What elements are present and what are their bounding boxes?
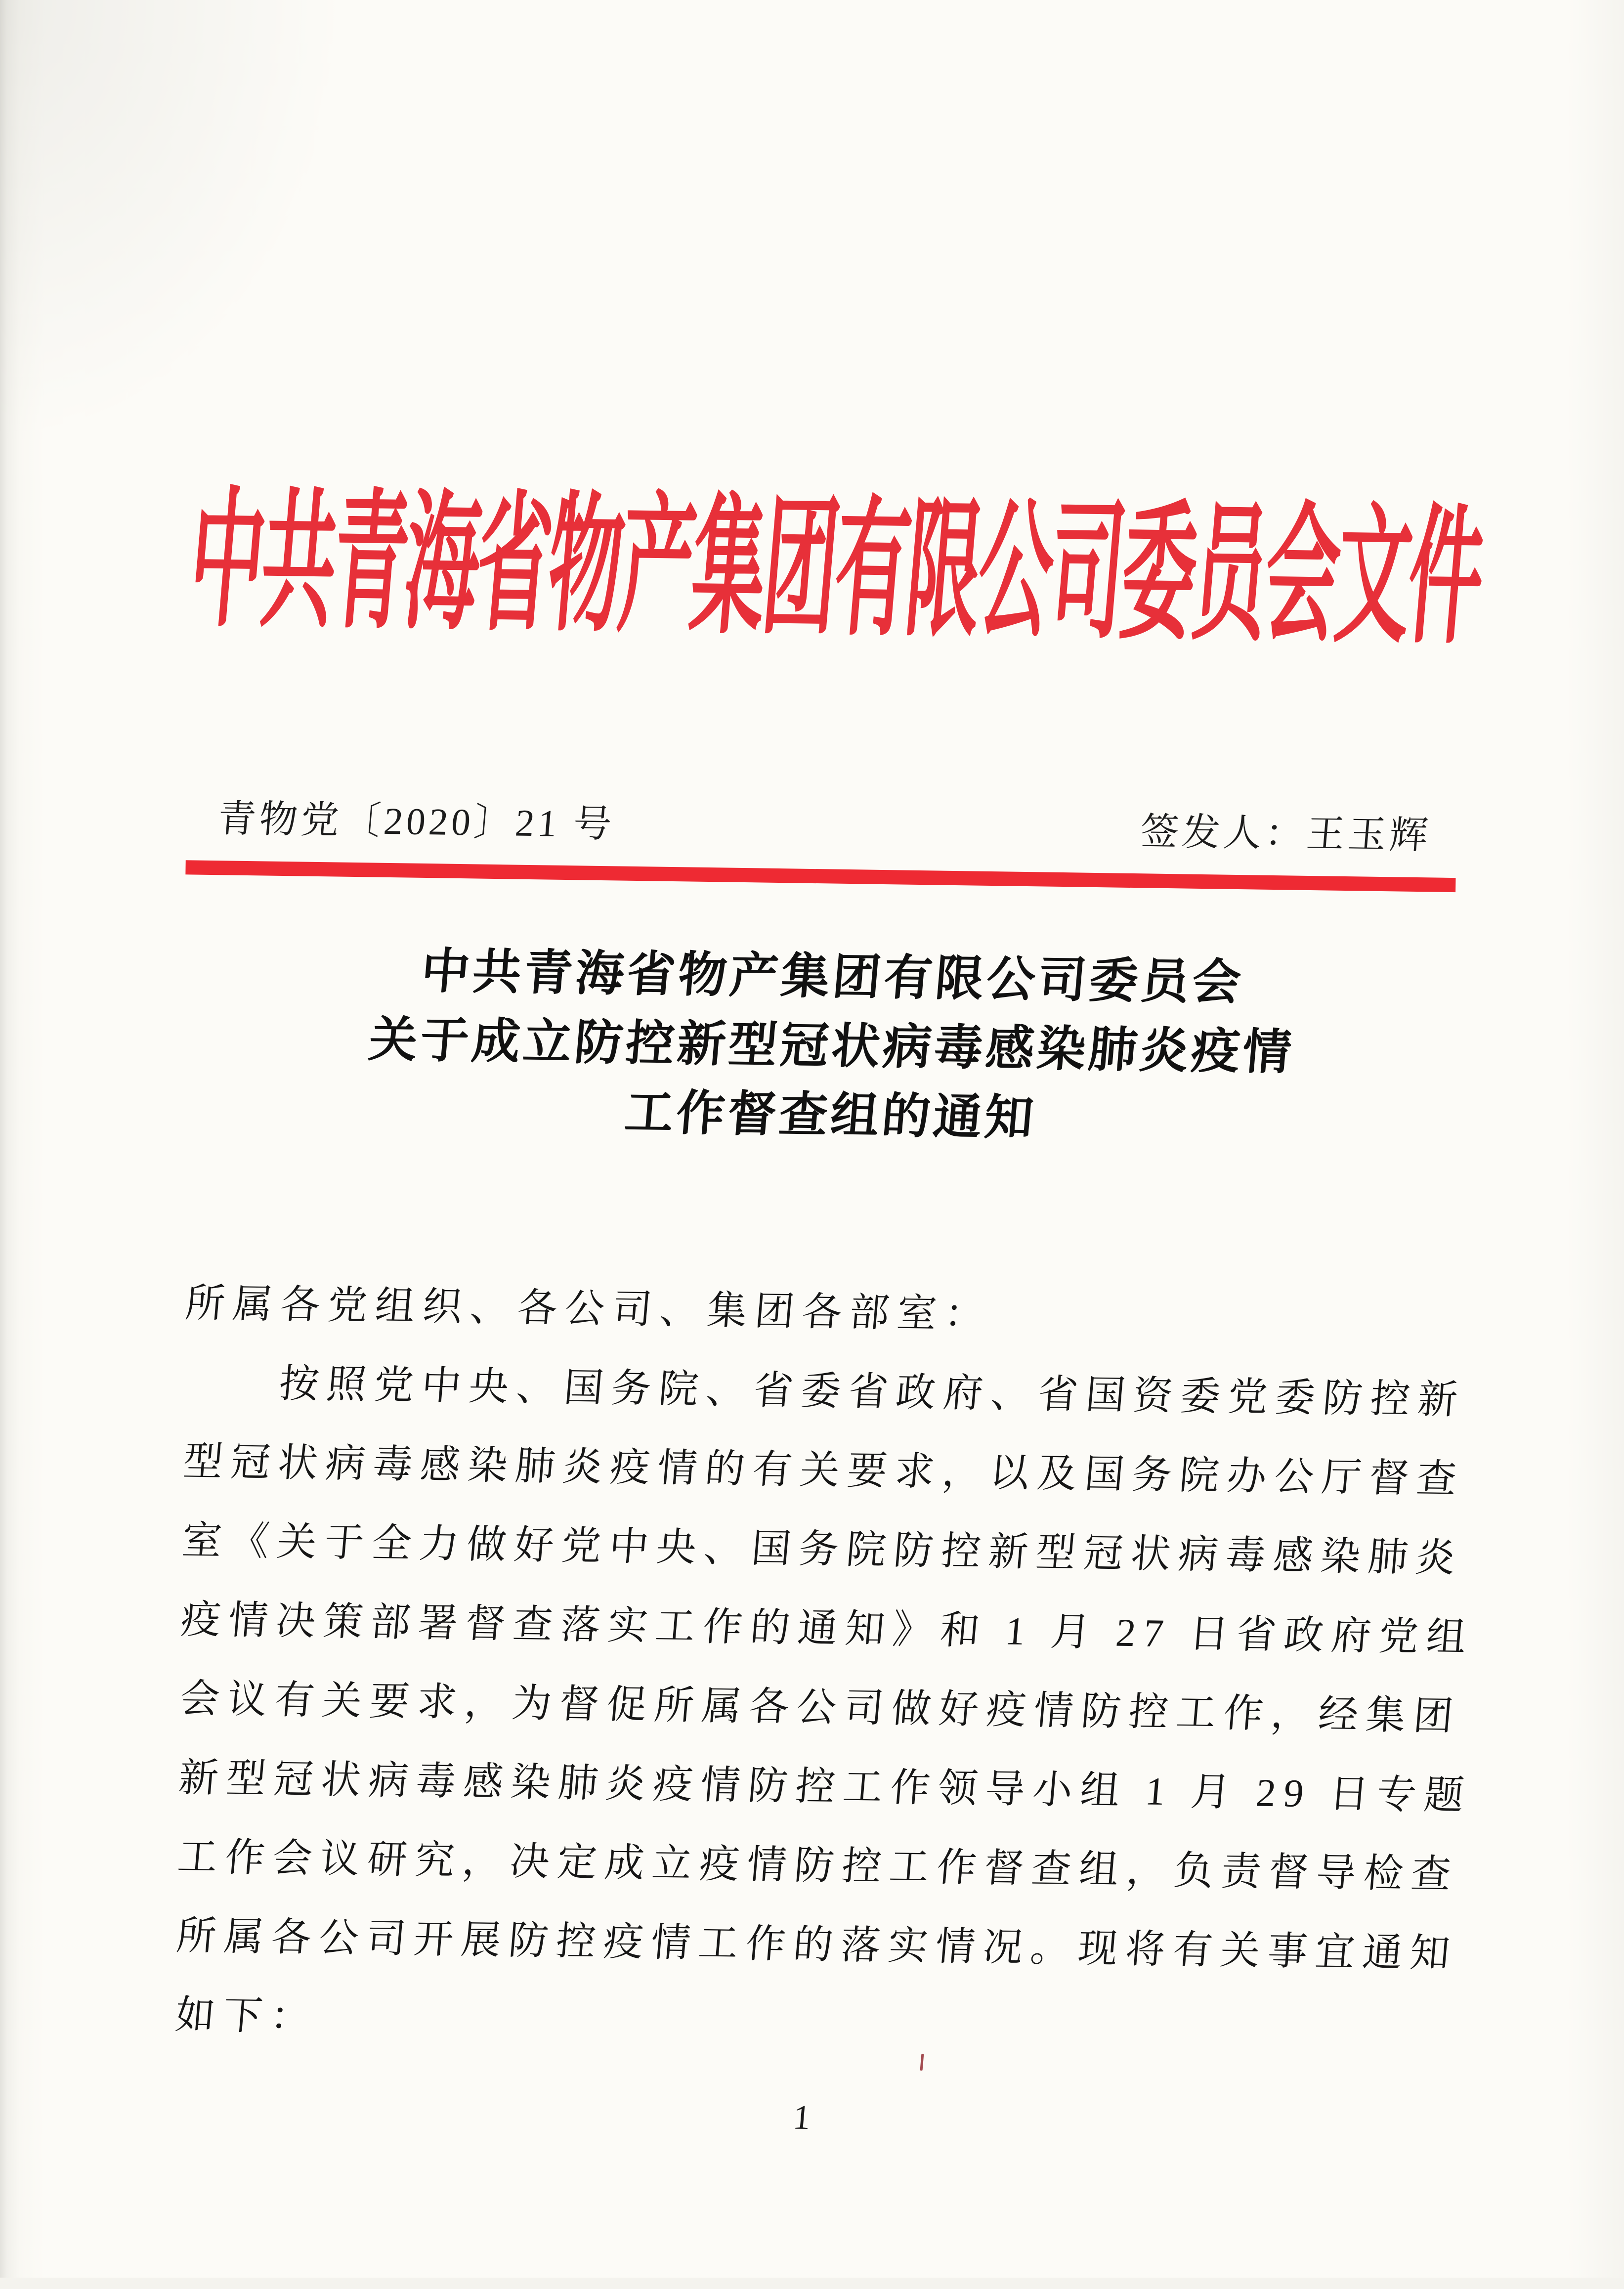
document-title-line: 工作督查组的通知 — [623, 1084, 1039, 1145]
document-number: 青物党〔2020〕21 号 — [216, 797, 617, 846]
red-separator-rule — [185, 860, 1455, 892]
body-line: 按照党中央、国务院、省委省政府、省国资委党委防控新 — [182, 1361, 1467, 1423]
issuer-name: 王玉辉 — [1305, 812, 1433, 857]
issuer-label: 签发人： — [1139, 810, 1309, 855]
body-line: 室《关于全力做好党中央、国务院防控新型冠状病毒感染肺炎 — [180, 1519, 1465, 1581]
letterhead-title: 中共青海省物产集团有限公司委员会文件 — [183, 478, 1488, 662]
document-title-line: 关于成立防控新型冠状病毒感染肺炎疫情 — [367, 1012, 1297, 1080]
document-title — [188, 933, 1476, 1158]
document-title-line: 中共青海省物产集团有限公司委员会 — [419, 943, 1246, 1010]
body-line: 疫情决策部署督查落实工作的通知》和 1 月 27 日省政府党组 — [179, 1598, 1476, 1660]
page-number: 1 — [791, 2098, 812, 2137]
document-meta-row — [217, 796, 1431, 858]
body-line: 会议有关要求，为督促所属各公司做好疫情防控工作，经集团 — [178, 1677, 1463, 1739]
issuer — [1139, 809, 1433, 858]
body-line: 如下： — [173, 1993, 320, 2039]
body-line: 新型冠状病毒感染肺炎疫情防控工作领导小组 1 月 29 日专题 — [177, 1756, 1474, 1818]
document-body — [175, 1264, 1481, 2073]
body-line-salutation: 所属各党组织、各公司、集团各部室： — [183, 1282, 994, 1337]
body-line: 工作会议研究，决定成立疫情防控工作督查组，负责督导检查 — [175, 1835, 1461, 1897]
body-line: 型冠状病毒感染肺炎疫情的有关要求，以及国务院办公厅督查 — [181, 1440, 1466, 1502]
body-line: 所属各公司开展防控疫情工作的落实情况。现将有关事宜通知 — [174, 1914, 1459, 1976]
